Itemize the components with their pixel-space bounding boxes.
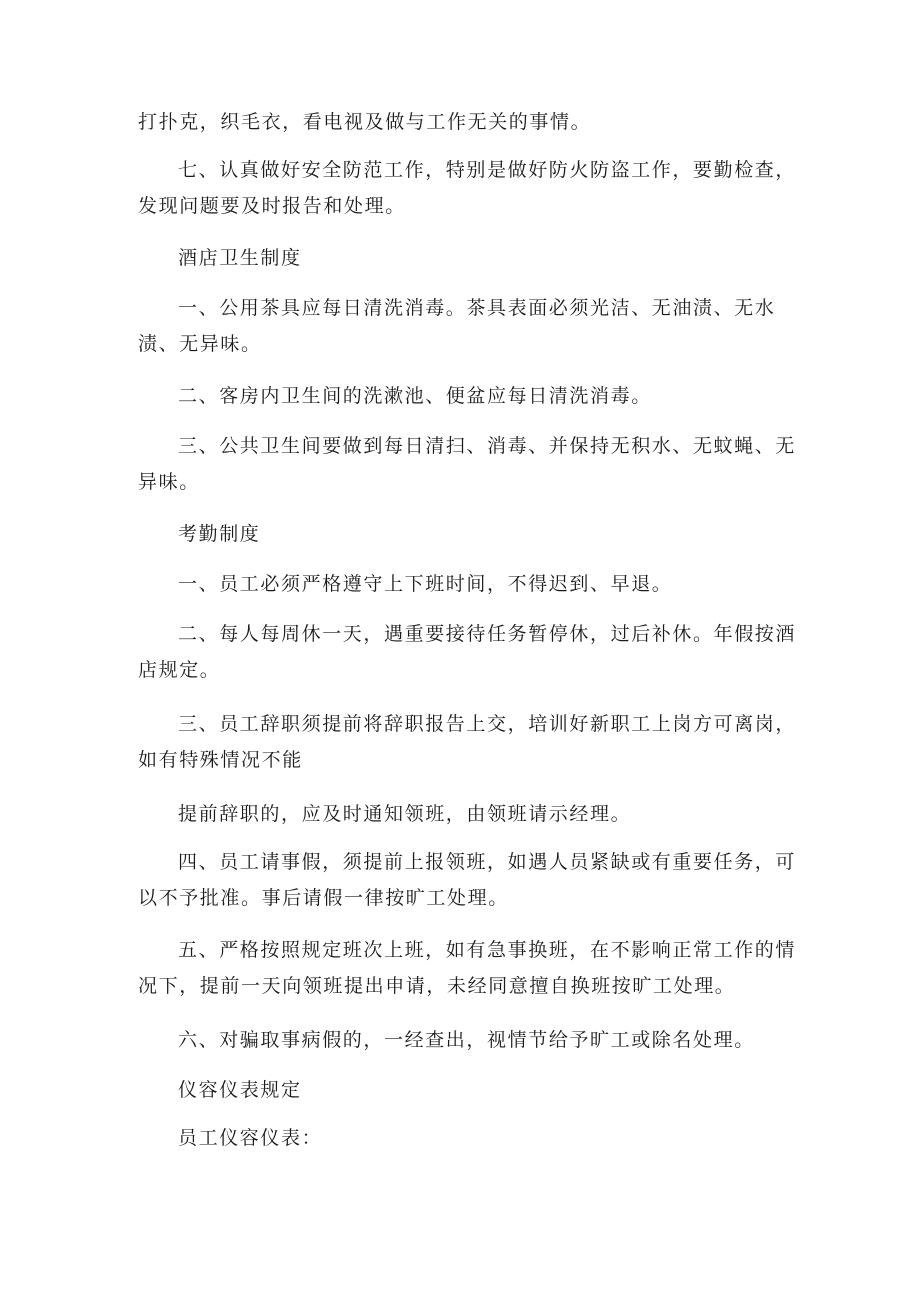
section-heading-hygiene: 酒店卫生制度 bbox=[178, 247, 302, 269]
paragraph-hygiene-1: 一、公用茶具应每日清洗消毒。茶具表面必须光洁、无油渍、无水渍、无异味。 bbox=[138, 297, 776, 355]
paragraph-continuation: 打扑克，织毛衣，看电视及做与工作无关的事情。 bbox=[138, 111, 592, 133]
paragraph-hygiene-2: 二、客房内卫生间的洗漱池、便盆应每日清洗消毒。 bbox=[178, 385, 652, 407]
paragraph-attendance-6: 六、对骗取事病假的，一经查出，视情节给予旷工或除名处理。 bbox=[178, 1029, 755, 1051]
paragraph-attendance-2: 二、每人每周休一天，遇重要接待任务暂停休，过后补休。年假按酒店规定。 bbox=[138, 623, 797, 681]
paragraph-hygiene-3: 三、公共卫生间要做到每日清扫、消毒、并保持无积水、无蚊蝇、无异味。 bbox=[138, 435, 797, 493]
paragraph-attendance-3-cont: 提前辞职的，应及时通知领班，由领班请示经理。 bbox=[178, 803, 632, 825]
section-heading-attendance: 考勤制度 bbox=[178, 523, 261, 545]
paragraph-attendance-1: 一、员工必须严格遵守上下班时间，不得迟到、早退。 bbox=[178, 573, 673, 595]
paragraph-appearance-intro: 员工仪容仪表： bbox=[178, 1127, 323, 1149]
paragraph-attendance-5: 五、严格按照规定班次上班，如有急事换班，在不影响正常工作的情况下，提前一天向领班提出申请，未经同意擅自换班按旷工处理。 bbox=[138, 939, 797, 997]
paragraph-attendance-3: 三、员工辞职须提前将辞职报告上交，培训好新职工上岗方可离岗，如有特殊情况不能 bbox=[138, 713, 797, 771]
paragraph-rule-7: 七、认真做好安全防范工作，特别是做好防火防盗工作，要勤检查，发现问题要及时报告和处理。 bbox=[138, 159, 797, 217]
section-heading-appearance: 仪容仪表规定 bbox=[178, 1079, 302, 1101]
paragraph-attendance-4: 四、员工请事假，须提前上报领班，如遇人员紧缺或有重要任务，可以不予批准。事后请假一律按旷工处理。 bbox=[138, 851, 797, 909]
